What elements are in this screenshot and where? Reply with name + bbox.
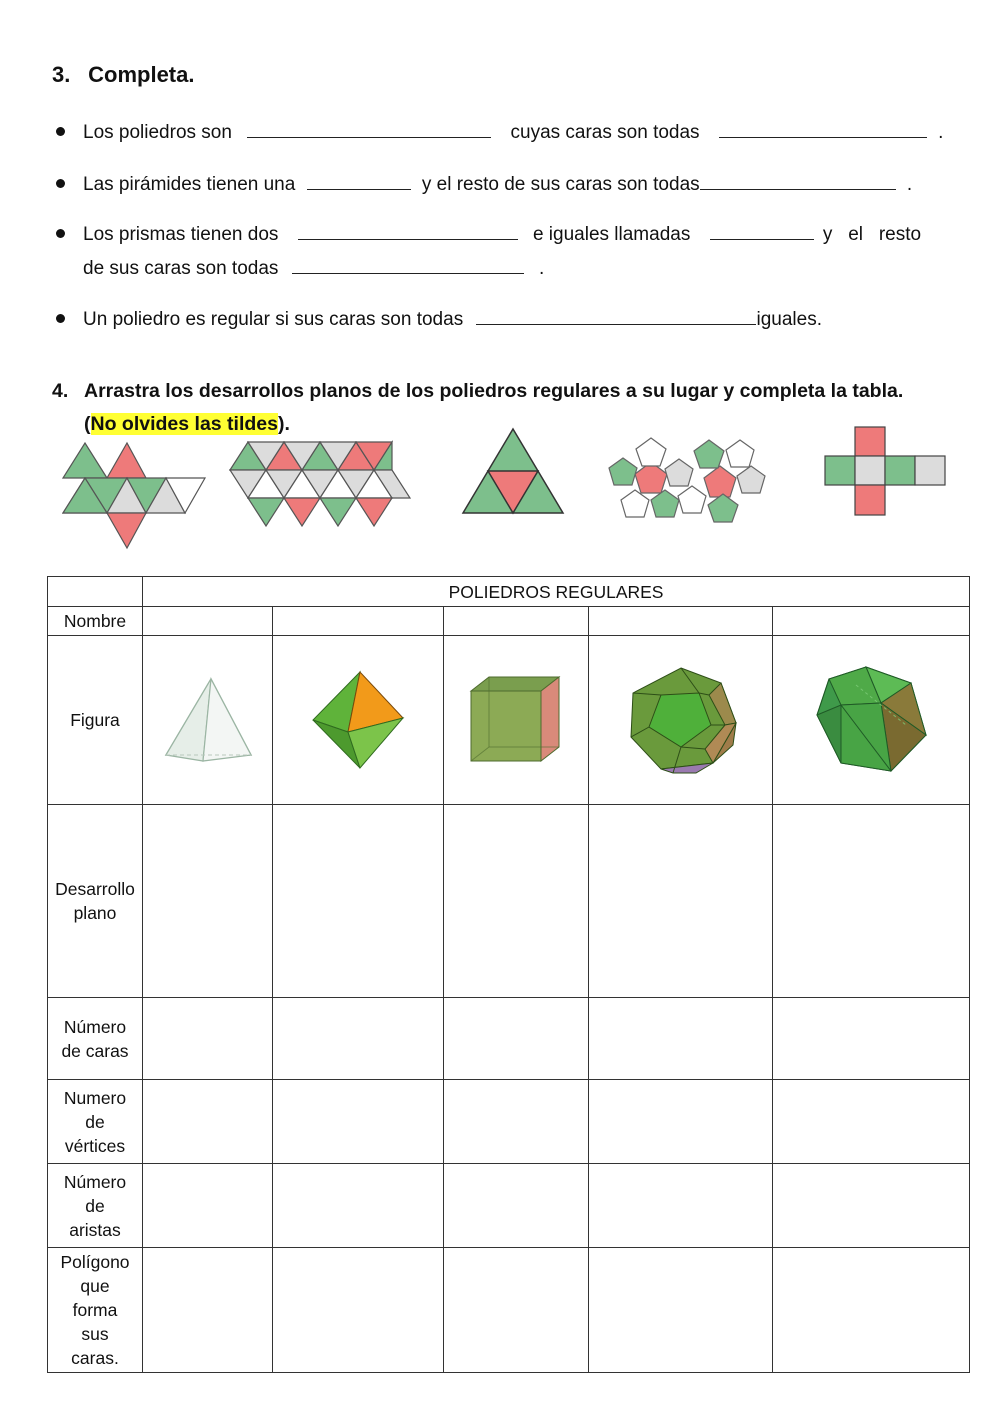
answer-cell[interactable]: [273, 998, 444, 1080]
name-cell[interactable]: [773, 607, 970, 636]
blank-1b[interactable]: [719, 119, 927, 138]
bullet-icon: [56, 179, 65, 188]
blank-2a[interactable]: [307, 171, 411, 190]
answer-cell[interactable]: [589, 1248, 773, 1373]
answer-cell[interactable]: [143, 1248, 273, 1373]
table-row: [48, 805, 970, 998]
answer-cell[interactable]: [273, 1248, 444, 1373]
row-label-aristas: Número de aristas: [48, 1164, 143, 1248]
table-row: [48, 1080, 970, 1164]
name-cell[interactable]: [444, 607, 589, 636]
table-header: POLIEDROS REGULARES: [143, 577, 970, 607]
tetrahedron-figure: [148, 675, 268, 765]
section-4-number: 4.: [52, 380, 69, 402]
drop-zone[interactable]: [589, 805, 773, 998]
answer-cell[interactable]: [273, 1080, 444, 1164]
item-4-text-a: Un poliedro es regular si sus caras son todas: [83, 309, 464, 330]
blank-2b[interactable]: [700, 171, 896, 190]
item-1-end: .: [938, 122, 944, 143]
row-label-poligono: Polígono que forma sus caras.: [48, 1248, 143, 1373]
item-2-text-a: Las pirámides tienen una: [83, 174, 296, 195]
dodecahedron-figure: [621, 665, 741, 775]
name-cell[interactable]: [143, 607, 273, 636]
polyhedra-table: [47, 576, 970, 1373]
drop-zone[interactable]: [773, 805, 970, 998]
answer-cell[interactable]: [143, 1164, 273, 1248]
row-label-figura: Figura: [48, 636, 143, 805]
blank-1a[interactable]: [247, 119, 491, 138]
answer-cell[interactable]: [589, 1080, 773, 1164]
item-1-text-b: cuyas caras son todas: [510, 122, 700, 143]
answer-cell[interactable]: [143, 998, 273, 1080]
table-row: [48, 1164, 970, 1248]
item-3-text-c: y el resto: [822, 224, 922, 245]
item-4-text-b: iguales.: [756, 309, 822, 330]
answer-cell[interactable]: [143, 1080, 273, 1164]
blank-4a[interactable]: [476, 306, 756, 325]
answer-cell[interactable]: [444, 1164, 589, 1248]
blank-3a[interactable]: [298, 221, 518, 240]
answer-cell[interactable]: [773, 1164, 970, 1248]
section-4-line-2: (No olvides las tildes).: [84, 413, 290, 435]
name-cell[interactable]: [589, 607, 773, 636]
octahedron-net[interactable]: [63, 443, 205, 548]
answer-cell[interactable]: [773, 998, 970, 1080]
answer-cell[interactable]: [589, 1164, 773, 1248]
blank-3c[interactable]: [292, 255, 524, 274]
section-3-number: 3.: [52, 62, 71, 87]
answer-cell[interactable]: [773, 1248, 970, 1373]
drop-zone[interactable]: [143, 805, 273, 998]
blank-3b[interactable]: [710, 221, 814, 240]
answer-cell[interactable]: [444, 1080, 589, 1164]
answer-cell[interactable]: [589, 998, 773, 1080]
row-label-desarrollo: Desarrollo plano: [48, 805, 143, 998]
table-row: [48, 636, 970, 805]
row-label-nombre: Nombre: [48, 607, 143, 636]
answer-cell[interactable]: [444, 1248, 589, 1373]
nets-tray: [0, 420, 1000, 555]
item-2-end: .: [906, 174, 913, 195]
dodecahedron-net[interactable]: [609, 438, 765, 522]
name-cell[interactable]: [273, 607, 444, 636]
answer-cell[interactable]: [273, 1164, 444, 1248]
item-2-text-b: y el resto de sus caras son todas: [421, 174, 700, 195]
section-3-heading: [52, 62, 194, 88]
table-row: [48, 607, 970, 636]
answer-cell[interactable]: [773, 1080, 970, 1164]
item-3-text-b: e iguales llamadas: [532, 224, 691, 245]
table-row: [48, 998, 970, 1080]
bullet-icon: [56, 127, 65, 136]
icosahedron-net[interactable]: [230, 442, 410, 526]
corner-cell: [48, 577, 143, 607]
item-3-end: .: [538, 258, 545, 279]
drop-zone[interactable]: [444, 805, 589, 998]
item-3-text-d: de sus caras son todas: [83, 258, 279, 279]
row-label-vertices: Numero de vértices: [48, 1080, 143, 1164]
highlighted-note: No olvides las tildes: [90, 413, 278, 435]
row-label-caras: Número de caras: [48, 998, 143, 1080]
cube-figure: [461, 673, 571, 768]
answer-cell[interactable]: [444, 998, 589, 1080]
table-row: [48, 1248, 970, 1373]
cube-net[interactable]: [825, 427, 945, 515]
item-1-text-a: Los poliedros son: [83, 122, 232, 143]
item-3-text-a: Los prismas tienen dos: [83, 224, 279, 245]
bullet-icon: [56, 229, 65, 238]
octahedron-figure: [303, 670, 413, 770]
tetrahedron-net[interactable]: [463, 429, 563, 513]
section-4-line-1: Arrastra los desarrollos planos de los poliedros regulares a su lugar y completa la tabla.: [84, 380, 904, 402]
bullet-icon: [56, 314, 65, 323]
drop-zone[interactable]: [273, 805, 444, 998]
section-3-title: Completa.: [88, 62, 195, 87]
icosahedron-figure: [811, 665, 931, 775]
